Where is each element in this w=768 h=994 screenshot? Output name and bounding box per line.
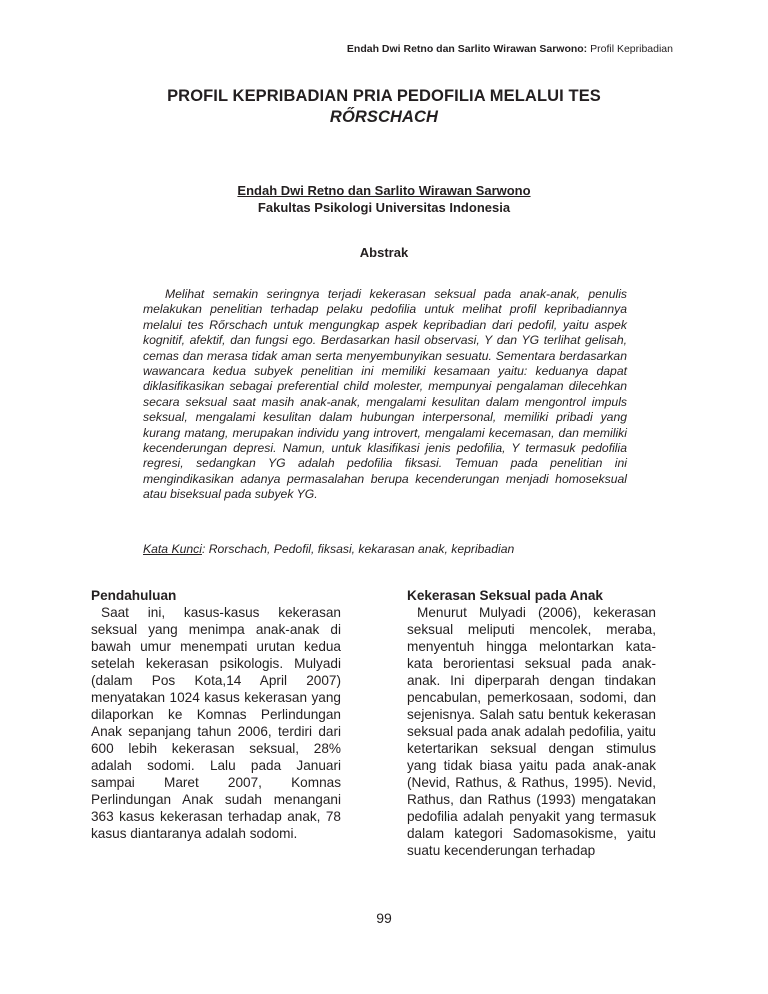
section-heading: Kekerasan Seksual pada Anak [407,588,603,603]
abstract-text: Melihat semakin seringnya terjadi kekerasan seksual pada anak-anak, penulis melakukan penelitian terhadap pelaku pedofilia untuk melihat profil kepribadiannya melalui tes Rőrschach untuk mengungkap aspek kepribadian dari pedofil, yaitu aspek kognitif, afektif, dan fungsi ego. Berdasarkan hasil observasi, Y dan YG terlihat gelisah, cemas dan merasa tidak aman serta menyembunyikan sesuatu. Sementara berdasarkan wawancara kedua subyek penelitian ini memiliki kesamaan yaitu: keduanya dapat diklasifikasikan sebagai preferential child molester, mempunyai pengalaman dilecehkan secara seksual saat masih anak-anak, mengalami kesulitan dalam mengontrol impuls seksual, mengalami kesulitan dalam hubungan interpersonal, memiliki pribadi yang kurang matang, merupakan individu yang introvert, mengalami kecemasan, dan memiliki kecenderungan depresi. Namun, untuk klasifikasi jenis pedofilia, Y termasuk pedofilia regresi, sedangkan YG adalah pedofilia fiksasi. Temuan pada penelitian ini mengindikasikan adanya permasalahan berupa kecenderungan menjadi homoseksual atau biseksual pada subyek YG. [143,287,627,502]
keywords-values: : Rorschach, Pedofil, fiksasi, kekarasan anak, kepribadian [201,542,515,556]
author-block [0,182,768,216]
section-body: Menurut Mulyadi (2006), kekerasan seksual meliputi mencolek, meraba, menyentuh hingga melontarkan kata-kata berorientasi seksual pada anak-anak. Ini diperparah dengan tindakan pencabulan, pemerkosaan, sodomi, dan sejenisnya. Salah satu bentuk kekerasan seksual pada anak adalah pedofilia, yaitu ketertarikan seksual dengan stimulus yang tidak biasa yaitu pada anak-anak (Nevid, Rathus, & Rathus, 1995). Nevid, Rathus, dan Rathus (1993) mengatakan pedofilia adalah penyakit yang termasuk dalam kategori Sadomasokisme, yaitu suatu kecenderungan terhadap [407,605,656,858]
section-kekerasan-seksual [407,587,656,859]
paper-title [0,86,768,128]
section-heading: Pendahuluan [91,588,177,603]
paper-title-line2: RŐRSCHACH [329,108,439,126]
keywords-label: Kata Kunci [143,542,202,556]
running-head [347,43,673,55]
running-head-title: Profil Kepribadian [587,43,673,55]
author-names: Endah Dwi Retno dan Sarlito Wirawan Sarwono [237,183,531,198]
section-pendahuluan [91,587,341,842]
author-affiliation: Fakultas Psikologi Universitas Indonesia [257,200,511,215]
abstract-heading: Abstrak [359,245,409,260]
keywords [143,542,627,557]
running-head-authors: Endah Dwi Retno dan Sarlito Wirawan Sarwono: [346,43,588,55]
paper-title-line1: PROFIL KEPRIBADIAN PRIA PEDOFILIA MELALUI TES [167,87,601,105]
section-body: Saat ini, kasus-kasus kekerasan seksual yang menimpa anak-anak di bawah umur menempati urutan kedua setelah kekerasan psikologis. Mulyadi (dalam Pos Kota,14 April 2007) menyatakan 1024 kasus kekerasan yang dilaporkan ke Komnas Perlindungan Anak sepanjang tahun 2006, terdiri dari 600 lebih kekerasan seksual, 28% adalah sodomi. Lalu pada Januari sampai Maret 2007, Komnas Perlindungan Anak sudah menangani 363 kasus kekerasan terhadap anak, 78 kasus diantaranya adalah sodomi. [91,605,341,841]
page-number: 99 [376,910,392,926]
